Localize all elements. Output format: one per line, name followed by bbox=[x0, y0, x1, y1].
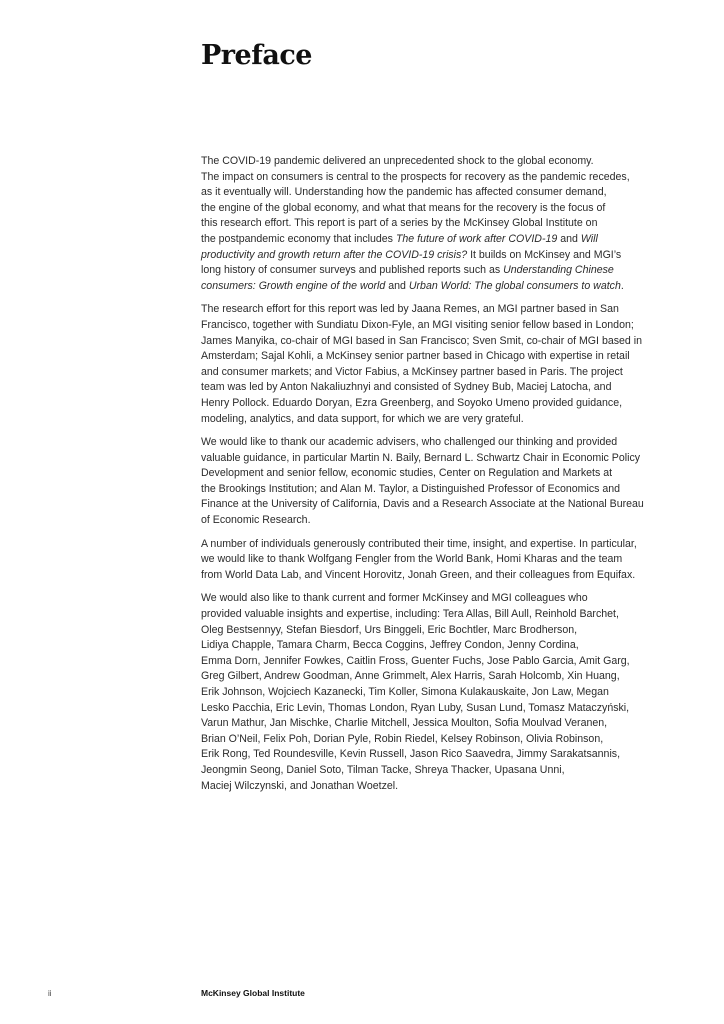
italic-title-text: consumers: Growth engine of the world bbox=[201, 279, 386, 292]
text-line bbox=[201, 365, 656, 381]
text-run: Amsterdam; Sajal Kohli, a McKinsey senior partner based in Chicago with expertise in retail bbox=[201, 350, 630, 363]
text-run: The COVID-19 pandemic delivered an unprecedented shock to the global economy. bbox=[201, 155, 594, 167]
text-run: Brian O’Neil, Felix Poh, Dorian Pyle, Robin Riedel, Kelsey Robinson, Olivia Robinson, bbox=[201, 732, 604, 745]
text-line bbox=[201, 318, 656, 334]
text-line bbox=[201, 334, 656, 350]
text-run: Henry Pollock. Eduardo Doryan, Ezra Greenberg, and Soyoko Umeno provided guidance, bbox=[201, 396, 623, 409]
preface-paragraph bbox=[201, 537, 656, 584]
text-line bbox=[201, 216, 656, 232]
text-run: and bbox=[557, 232, 581, 245]
text-line bbox=[201, 716, 656, 732]
text-line bbox=[201, 154, 656, 170]
text-line bbox=[201, 568, 656, 584]
preface-paragraph bbox=[201, 302, 656, 427]
text-run: Emma Dorn, Jennifer Fowkes, Caitlin Fross, Guenter Fuchs, Jose Pablo Garcia, Amit Garg, bbox=[201, 654, 630, 667]
text-line bbox=[201, 466, 656, 482]
text-run: and consumer markets; and Victor Fabius, a McKinsey partner based in Paris. The project bbox=[201, 365, 623, 378]
text-line bbox=[201, 669, 656, 685]
text-line bbox=[201, 201, 656, 217]
text-run: the engine of the global economy, and what that means for the recovery is the focus of bbox=[201, 201, 606, 214]
text-run: from World Data Lab, and Vincent Horovitz, Jonah Green, and their colleagues from Equifax. bbox=[201, 568, 636, 581]
text-run: Erik Rong, Ted Roundesville, Kevin Russell, Jason Rico Saavedra, Jimmy Sarakatsannis, bbox=[201, 748, 621, 761]
text-line bbox=[201, 380, 656, 396]
text-line bbox=[201, 732, 656, 748]
text-line bbox=[201, 685, 656, 701]
text-run: Lidiya Chapple, Tamara Charm, Becca Coggins, Jeffrey Condon, Jenny Cordina, bbox=[201, 639, 579, 652]
page-title: Preface bbox=[201, 40, 312, 71]
text-line bbox=[201, 435, 656, 451]
text-run: Lesko Pacchia, Eric Levin, Thomas London, Ryan Luby, Susan Lund, Tomasz Mataczyński, bbox=[201, 701, 630, 714]
text-line bbox=[201, 302, 656, 318]
text-run: and bbox=[385, 279, 409, 292]
text-line bbox=[201, 412, 656, 428]
preface-paragraph bbox=[201, 591, 656, 794]
text-run: the postpandemic economy that includes bbox=[201, 232, 396, 245]
italic-title-text: Urban World: The global consumers to watch bbox=[408, 279, 621, 292]
text-line bbox=[201, 263, 656, 279]
text-run: provided valuable insights and expertise, including: Tera Allas, Bill Aull, Reinhold Barchet, bbox=[201, 608, 619, 621]
text-run: We would also like to thank current and former McKinsey and MGI colleagues who bbox=[201, 592, 588, 605]
text-run: valuable guidance, in particular Martin N. Baily, Bernard L. Schwartz Chair in Economic Policy bbox=[201, 451, 641, 464]
text-run: Greg Gilbert, Andrew Goodman, Anne Grimmelt, Alex Harris, Sarah Holcomb, Xin Huang, bbox=[201, 670, 620, 683]
text-run: A number of individuals generously contributed their time, insight, and expertise. In particular, bbox=[201, 537, 637, 550]
text-line bbox=[201, 537, 656, 553]
preface-paragraph bbox=[201, 435, 656, 529]
text-line bbox=[201, 779, 656, 795]
text-line bbox=[201, 763, 656, 779]
text-line bbox=[201, 701, 656, 717]
text-run: long history of consumer surveys and published reports such as bbox=[201, 264, 504, 277]
text-line bbox=[201, 248, 656, 264]
text-run: Jeongmin Seong, Daniel Soto, Tilman Tacke, Shreya Thacker, Upasana Unni, bbox=[201, 763, 565, 776]
text-run: Francisco, together with Sundiatu Dixon-Fyle, an MGI visiting senior fellow based in London; bbox=[201, 318, 634, 331]
text-run: Maciej Wilczynski, and Jonathan Woetzel. bbox=[201, 779, 399, 792]
text-line bbox=[201, 396, 656, 412]
page-number: ii bbox=[48, 989, 52, 998]
text-run: the Brookings Institution; and Alan M. Taylor, a Distinguished Professor of Economics and bbox=[201, 482, 621, 495]
text-line bbox=[201, 451, 656, 467]
text-run: The impact on consumers is central to the prospects for recovery as the pandemic recedes, bbox=[201, 170, 630, 183]
text-line bbox=[201, 552, 656, 568]
italic-title-text: productivity and growth return after the COVID-19 crisis? bbox=[201, 248, 468, 261]
footer-publisher: McKinsey Global Institute bbox=[201, 988, 305, 998]
text-line bbox=[201, 482, 656, 498]
italic-title-text: The future of work after COVID-19 bbox=[395, 232, 558, 245]
text-run: as it eventually will. Understanding how the pandemic has affected consumer demand, bbox=[201, 186, 607, 199]
text-run: of Economic Research. bbox=[201, 514, 311, 527]
preface-body bbox=[201, 154, 656, 802]
text-run: Varun Mathur, Jan Mischke, Charlie Mitchell, Jessica Moulton, Sofia Moulvad Veranen, bbox=[201, 717, 608, 730]
text-run: we would like to thank Wolfgang Fengler from the World Bank, Homi Kharas and the team bbox=[201, 553, 623, 566]
text-run: Erik Johnson, Wojciech Kazanecki, Tim Koller, Simona Kulakauskaite, Jon Law, Megan bbox=[201, 686, 609, 698]
text-line bbox=[201, 607, 656, 623]
text-line bbox=[201, 747, 656, 763]
text-run: Finance at the University of California, Davis and a Research Associate at the National Bureau bbox=[201, 498, 644, 511]
text-line bbox=[201, 185, 656, 201]
text-run: We would like to thank our academic advisers, who challenged our thinking and provided bbox=[201, 436, 618, 449]
text-run: team was led by Anton Nakaliuzhnyi and consisted of Sydney Bub, Maciej Latocha, and bbox=[201, 381, 612, 394]
text-line bbox=[201, 591, 656, 607]
text-line bbox=[201, 170, 656, 186]
text-run: James Manyika, co-chair of MGI based in San Francisco; Sven Smit, co-chair of MGI based in bbox=[201, 334, 642, 347]
text-run: modeling, analytics, and data support, for which we are very grateful. bbox=[201, 412, 524, 425]
text-line bbox=[201, 513, 656, 529]
text-run: It builds on McKinsey and MGI’s bbox=[467, 248, 622, 261]
text-line bbox=[201, 349, 656, 365]
text-line bbox=[201, 232, 656, 248]
italic-title-text: Will bbox=[580, 232, 598, 245]
text-run: The research effort for this report was led by Jaana Remes, an MGI partner based in San bbox=[201, 303, 619, 316]
text-run: this research effort. This report is part of a series by the McKinsey Global Institute on bbox=[201, 217, 598, 230]
italic-title-text: Understanding Chinese bbox=[503, 264, 614, 277]
text-run: Development and senior fellow, economic studies, Center on Regulation and Markets at bbox=[201, 467, 613, 480]
text-line bbox=[201, 497, 656, 513]
text-run: Oleg Bestsennyy, Stefan Biesdorf, Urs Binggeli, Eric Bochtler, Marc Brodherson, bbox=[201, 623, 578, 636]
text-line bbox=[201, 654, 656, 670]
preface-paragraph bbox=[201, 154, 656, 294]
text-run: . bbox=[620, 279, 624, 292]
text-line bbox=[201, 623, 656, 639]
text-line bbox=[201, 279, 656, 295]
text-line bbox=[201, 638, 656, 654]
